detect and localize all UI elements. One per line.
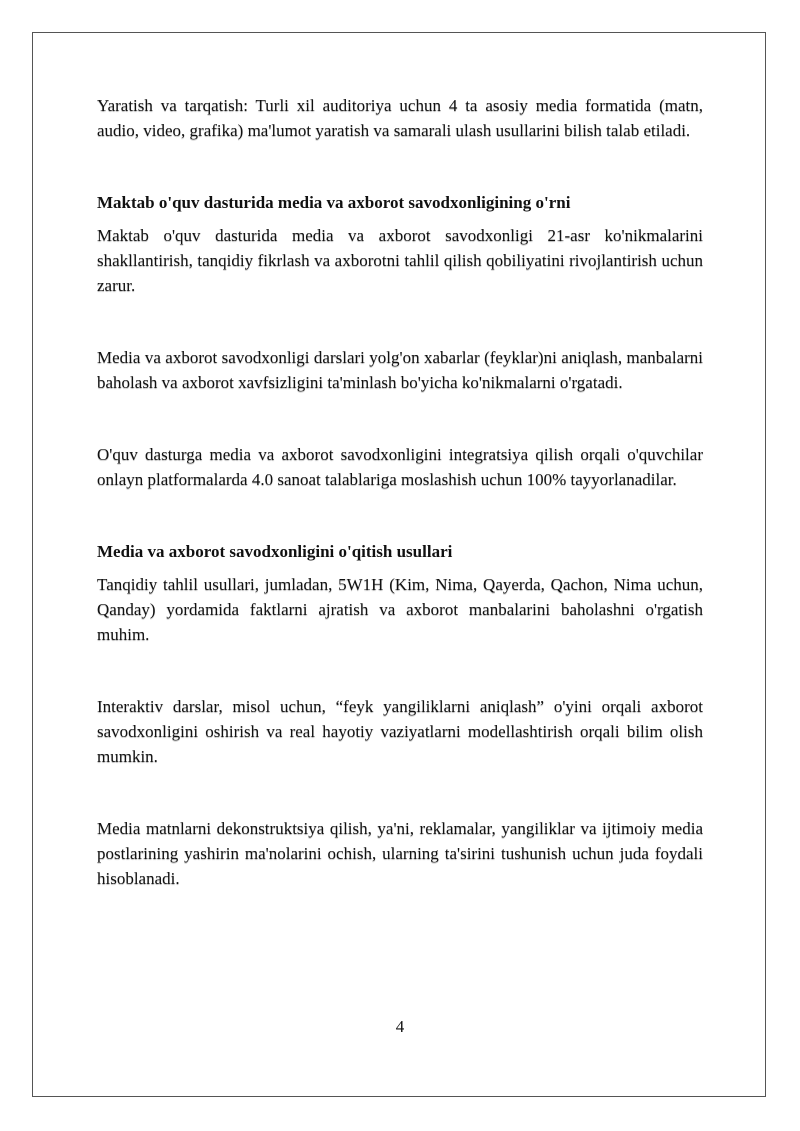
paragraph-integration: O'quv dasturga media va axborot savodxonligini integratsiya qilish orqali o'quvchilar onlayn platformalarda 4.0 sanoat talablariga moslashish uchun 100% tayyorlanadilar.: [97, 445, 703, 489]
section-heading-teaching-methods: Media va axborot savodxonligini o'qitish usullari: [97, 542, 453, 561]
paragraph-deconstruction: Media matnlarni dekonstruktsiya qilish, ya'ni, reklamalar, yangiliklar va ijtimoiy media postlarining yashirin ma'nolarini ochish, ularning ta'sirini tushunish uchun juda foydali hisoblanadi.: [97, 819, 703, 888]
paragraph-creation-distribution: Yaratish va tarqatish: Turli xil auditoriya uchun 4 ta asosiy media formatida (matn, audio, video, grafika) ma'lumot yaratish va samarali ulash usullarini bilish talab etiladi.: [97, 96, 703, 140]
section-heading-curriculum-role: Maktab o'quv dasturida media va axborot savodxonligining o'rni: [97, 193, 571, 212]
paragraph-fake-news-lessons: Media va axborot savodxonligi darslari yolg'on xabarlar (feyklar)ni aniqlash, manbalarni baholash va axborot xavfsizligini ta'minlash bo'yicha ko'nikmalarni o'rgatadi.: [97, 348, 703, 392]
paragraph-critical-analysis: Tanqidiy tahlil usullari, jumladan, 5W1H (Kim, Nima, Qayerda, Qachon, Nima uchun, Qanday) yordamida faktlarni ajratish va axborot manbalarini baholashni o'rgatish muhim.: [97, 575, 703, 644]
paragraph-curriculum-skills: Maktab o'quv dasturida media va axborot savodxonligi 21-asr ko'nikmalarini shakllantirish, tanqidiy fikrlash va axborotni tahlil qilish qobiliyatini rivojlantirish uchun zarur.: [97, 226, 703, 295]
page-number: 4: [395, 1017, 405, 1036]
document-body: [97, 93, 703, 891]
paragraph-interactive-lessons: Interaktiv darslar, misol uchun, “feyk yangiliklarni aniqlash” o'yini orqali axborot savodxonligini oshirish va real hayotiy vaziyatlarni modellashtirish orqali bilim olish mumkin.: [97, 697, 703, 766]
